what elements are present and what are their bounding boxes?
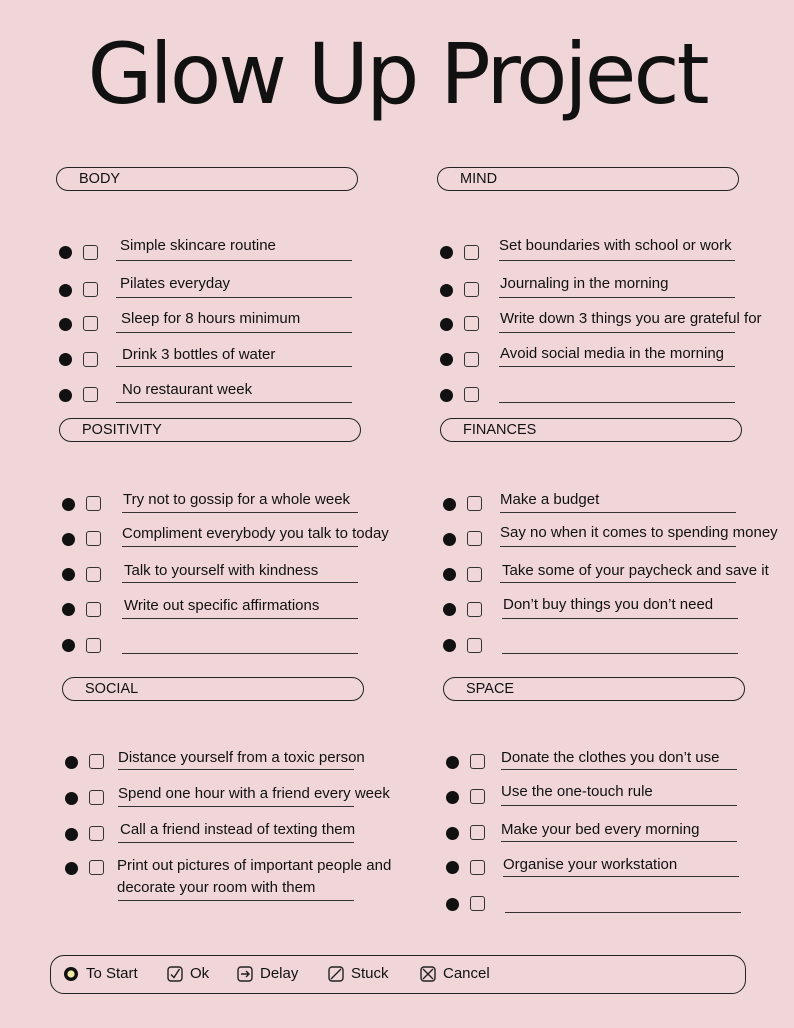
bullet-dot xyxy=(443,498,456,511)
legend-stuck xyxy=(328,965,389,982)
item-text: Write down 3 things you are grateful for xyxy=(500,310,762,327)
arrow-box-icon xyxy=(237,966,253,982)
bullet-dot xyxy=(62,639,75,652)
bullet-dot xyxy=(59,246,72,259)
item-underline xyxy=(499,402,735,403)
legend-label: Delay xyxy=(260,965,299,982)
checkbox[interactable] xyxy=(467,638,482,653)
checkbox[interactable] xyxy=(464,352,479,367)
item-text: Sleep for 8 hours minimum xyxy=(121,310,301,327)
item-text: Say no when it comes to spending money xyxy=(500,524,778,541)
checkbox[interactable] xyxy=(470,896,485,911)
checkbox[interactable] xyxy=(467,531,482,546)
status-legend xyxy=(50,955,746,994)
item-text: Take some of your paycheck and save it xyxy=(502,562,769,579)
section-mind xyxy=(437,167,762,362)
legend-label: Ok xyxy=(190,965,210,982)
legend-label: To Start xyxy=(86,965,138,982)
item-underline xyxy=(116,332,352,333)
bullet-dot xyxy=(446,898,459,911)
legend-cancel xyxy=(420,965,490,982)
bullet-dot xyxy=(440,318,453,331)
item-underline xyxy=(500,582,736,583)
item-text: Make your bed every morning xyxy=(501,821,700,838)
item-underline xyxy=(499,332,735,333)
item-underline xyxy=(500,546,736,547)
item-text: Don’t buy things you don’t need xyxy=(503,596,714,613)
section-finances xyxy=(440,418,778,613)
checkbox[interactable] xyxy=(86,567,101,582)
bullet-dot xyxy=(443,639,456,652)
bullet-dot xyxy=(62,568,75,581)
checkbox[interactable] xyxy=(89,790,104,805)
item-underline xyxy=(501,769,737,770)
legend-label: Stuck xyxy=(351,965,389,982)
bullet-dot xyxy=(446,791,459,804)
item-underline xyxy=(116,366,352,367)
checkbox[interactable] xyxy=(470,789,485,804)
bullet-dot xyxy=(59,284,72,297)
item-underline xyxy=(505,912,741,913)
checkbox[interactable] xyxy=(86,496,101,511)
item-underline xyxy=(499,297,735,298)
item-text: Compliment everybody you talk to today xyxy=(122,525,389,542)
item-text: Call a friend instead of texting them xyxy=(120,821,356,838)
checkbox[interactable] xyxy=(464,245,479,260)
checkbox[interactable] xyxy=(464,316,479,331)
checkbox[interactable] xyxy=(467,567,482,582)
bullet-dot xyxy=(59,353,72,366)
checkbox[interactable] xyxy=(83,282,98,297)
section-space xyxy=(443,677,748,873)
bullet-dot xyxy=(440,353,453,366)
item-text: Spend one hour with a friend every week xyxy=(118,785,390,802)
item-text-continued: decorate your room with them xyxy=(117,879,316,896)
bullet-dot xyxy=(440,246,453,259)
checkbox[interactable] xyxy=(83,387,98,402)
item-underline xyxy=(122,546,358,547)
bullet-dot xyxy=(443,533,456,546)
checkbox[interactable] xyxy=(467,496,482,511)
checkbox[interactable] xyxy=(83,316,98,331)
item-underline xyxy=(122,653,358,654)
legend-ok xyxy=(167,965,209,982)
item-text: Journaling in the morning xyxy=(500,275,669,292)
item-text: Print out pictures of important people and xyxy=(117,857,392,874)
slash-box-icon xyxy=(328,966,344,982)
bullet-dot xyxy=(440,389,453,402)
page-title: Glow Up Project xyxy=(87,25,707,123)
section-body xyxy=(56,167,361,398)
item-text: Organise your workstation xyxy=(503,856,678,873)
checkbox[interactable] xyxy=(89,754,104,769)
item-underline xyxy=(499,366,735,367)
checkbox[interactable] xyxy=(86,602,101,617)
section-label: FINANCES xyxy=(440,418,742,442)
item-text: Pilates everyday xyxy=(120,275,231,292)
bullet-dot xyxy=(443,603,456,616)
item-text: Set boundaries with school or work xyxy=(499,237,732,254)
bullet-dot xyxy=(59,389,72,402)
item-underline xyxy=(118,842,354,843)
item-text: Avoid social media in the morning xyxy=(500,345,725,362)
x-box-icon xyxy=(420,966,436,982)
bullet-dot xyxy=(443,568,456,581)
item-underline xyxy=(502,653,738,654)
item-text: Drink 3 bottles of water xyxy=(122,346,276,363)
item-text: Try not to gossip for a whole week xyxy=(123,491,351,508)
checkbox[interactable] xyxy=(86,638,101,653)
item-underline xyxy=(499,260,735,261)
item-underline xyxy=(501,805,737,806)
item-text: Simple skincare routine xyxy=(120,237,276,254)
bullet-dot xyxy=(65,756,78,769)
item-underline xyxy=(116,297,352,298)
checkbox[interactable] xyxy=(464,387,479,402)
item-text: Write out specific affirmations xyxy=(124,597,320,614)
section-label: MIND xyxy=(437,167,739,191)
section-label: SOCIAL xyxy=(62,677,364,701)
item-underline xyxy=(116,402,352,403)
checkbox[interactable] xyxy=(467,602,482,617)
bullet-dot xyxy=(65,862,78,875)
legend-to-start xyxy=(63,965,138,982)
bullet-dot xyxy=(62,498,75,511)
bullet-dot xyxy=(62,533,75,546)
bullet-dot xyxy=(446,827,459,840)
bullet-dot xyxy=(62,603,75,616)
item-underline xyxy=(500,512,736,513)
item-underline xyxy=(502,618,738,619)
checkbox[interactable] xyxy=(464,282,479,297)
checkmark-box-icon xyxy=(167,966,183,982)
checkbox[interactable] xyxy=(89,860,104,875)
checkbox[interactable] xyxy=(83,245,98,260)
item-text: Make a budget xyxy=(500,491,600,508)
checkbox[interactable] xyxy=(470,825,485,840)
legend-label: Cancel xyxy=(443,965,490,982)
section-label: BODY xyxy=(56,167,358,191)
item-underline xyxy=(122,582,358,583)
checkbox[interactable] xyxy=(470,860,485,875)
legend-delay xyxy=(237,965,298,982)
section-label: POSITIVITY xyxy=(59,418,361,442)
checkbox[interactable] xyxy=(83,352,98,367)
section-social xyxy=(62,677,392,896)
item-underline xyxy=(118,806,354,807)
bullet-dot xyxy=(65,792,78,805)
bullet-dot xyxy=(65,828,78,841)
checkbox[interactable] xyxy=(89,826,104,841)
item-underline xyxy=(122,512,358,513)
item-text: Donate the clothes you don’t use xyxy=(501,749,720,766)
section-positivity xyxy=(59,418,389,614)
item-underline xyxy=(503,876,739,877)
item-underline xyxy=(118,769,354,770)
item-underline xyxy=(116,260,352,261)
item-text: Distance yourself from a toxic person xyxy=(118,749,365,766)
item-underline xyxy=(501,841,737,842)
bullet-dot xyxy=(446,861,459,874)
item-text: Use the one-touch rule xyxy=(501,783,653,800)
bullet-dot xyxy=(59,318,72,331)
item-text: No restaurant week xyxy=(122,381,253,398)
item-underline xyxy=(118,900,354,901)
section-label: SPACE xyxy=(443,677,745,701)
checkbox[interactable] xyxy=(470,754,485,769)
bullet-dot xyxy=(440,284,453,297)
radio-dot-icon xyxy=(63,966,79,982)
bullet-dot xyxy=(446,756,459,769)
item-underline xyxy=(122,618,358,619)
checkbox[interactable] xyxy=(86,531,101,546)
item-text: Talk to yourself with kindness xyxy=(124,562,319,579)
